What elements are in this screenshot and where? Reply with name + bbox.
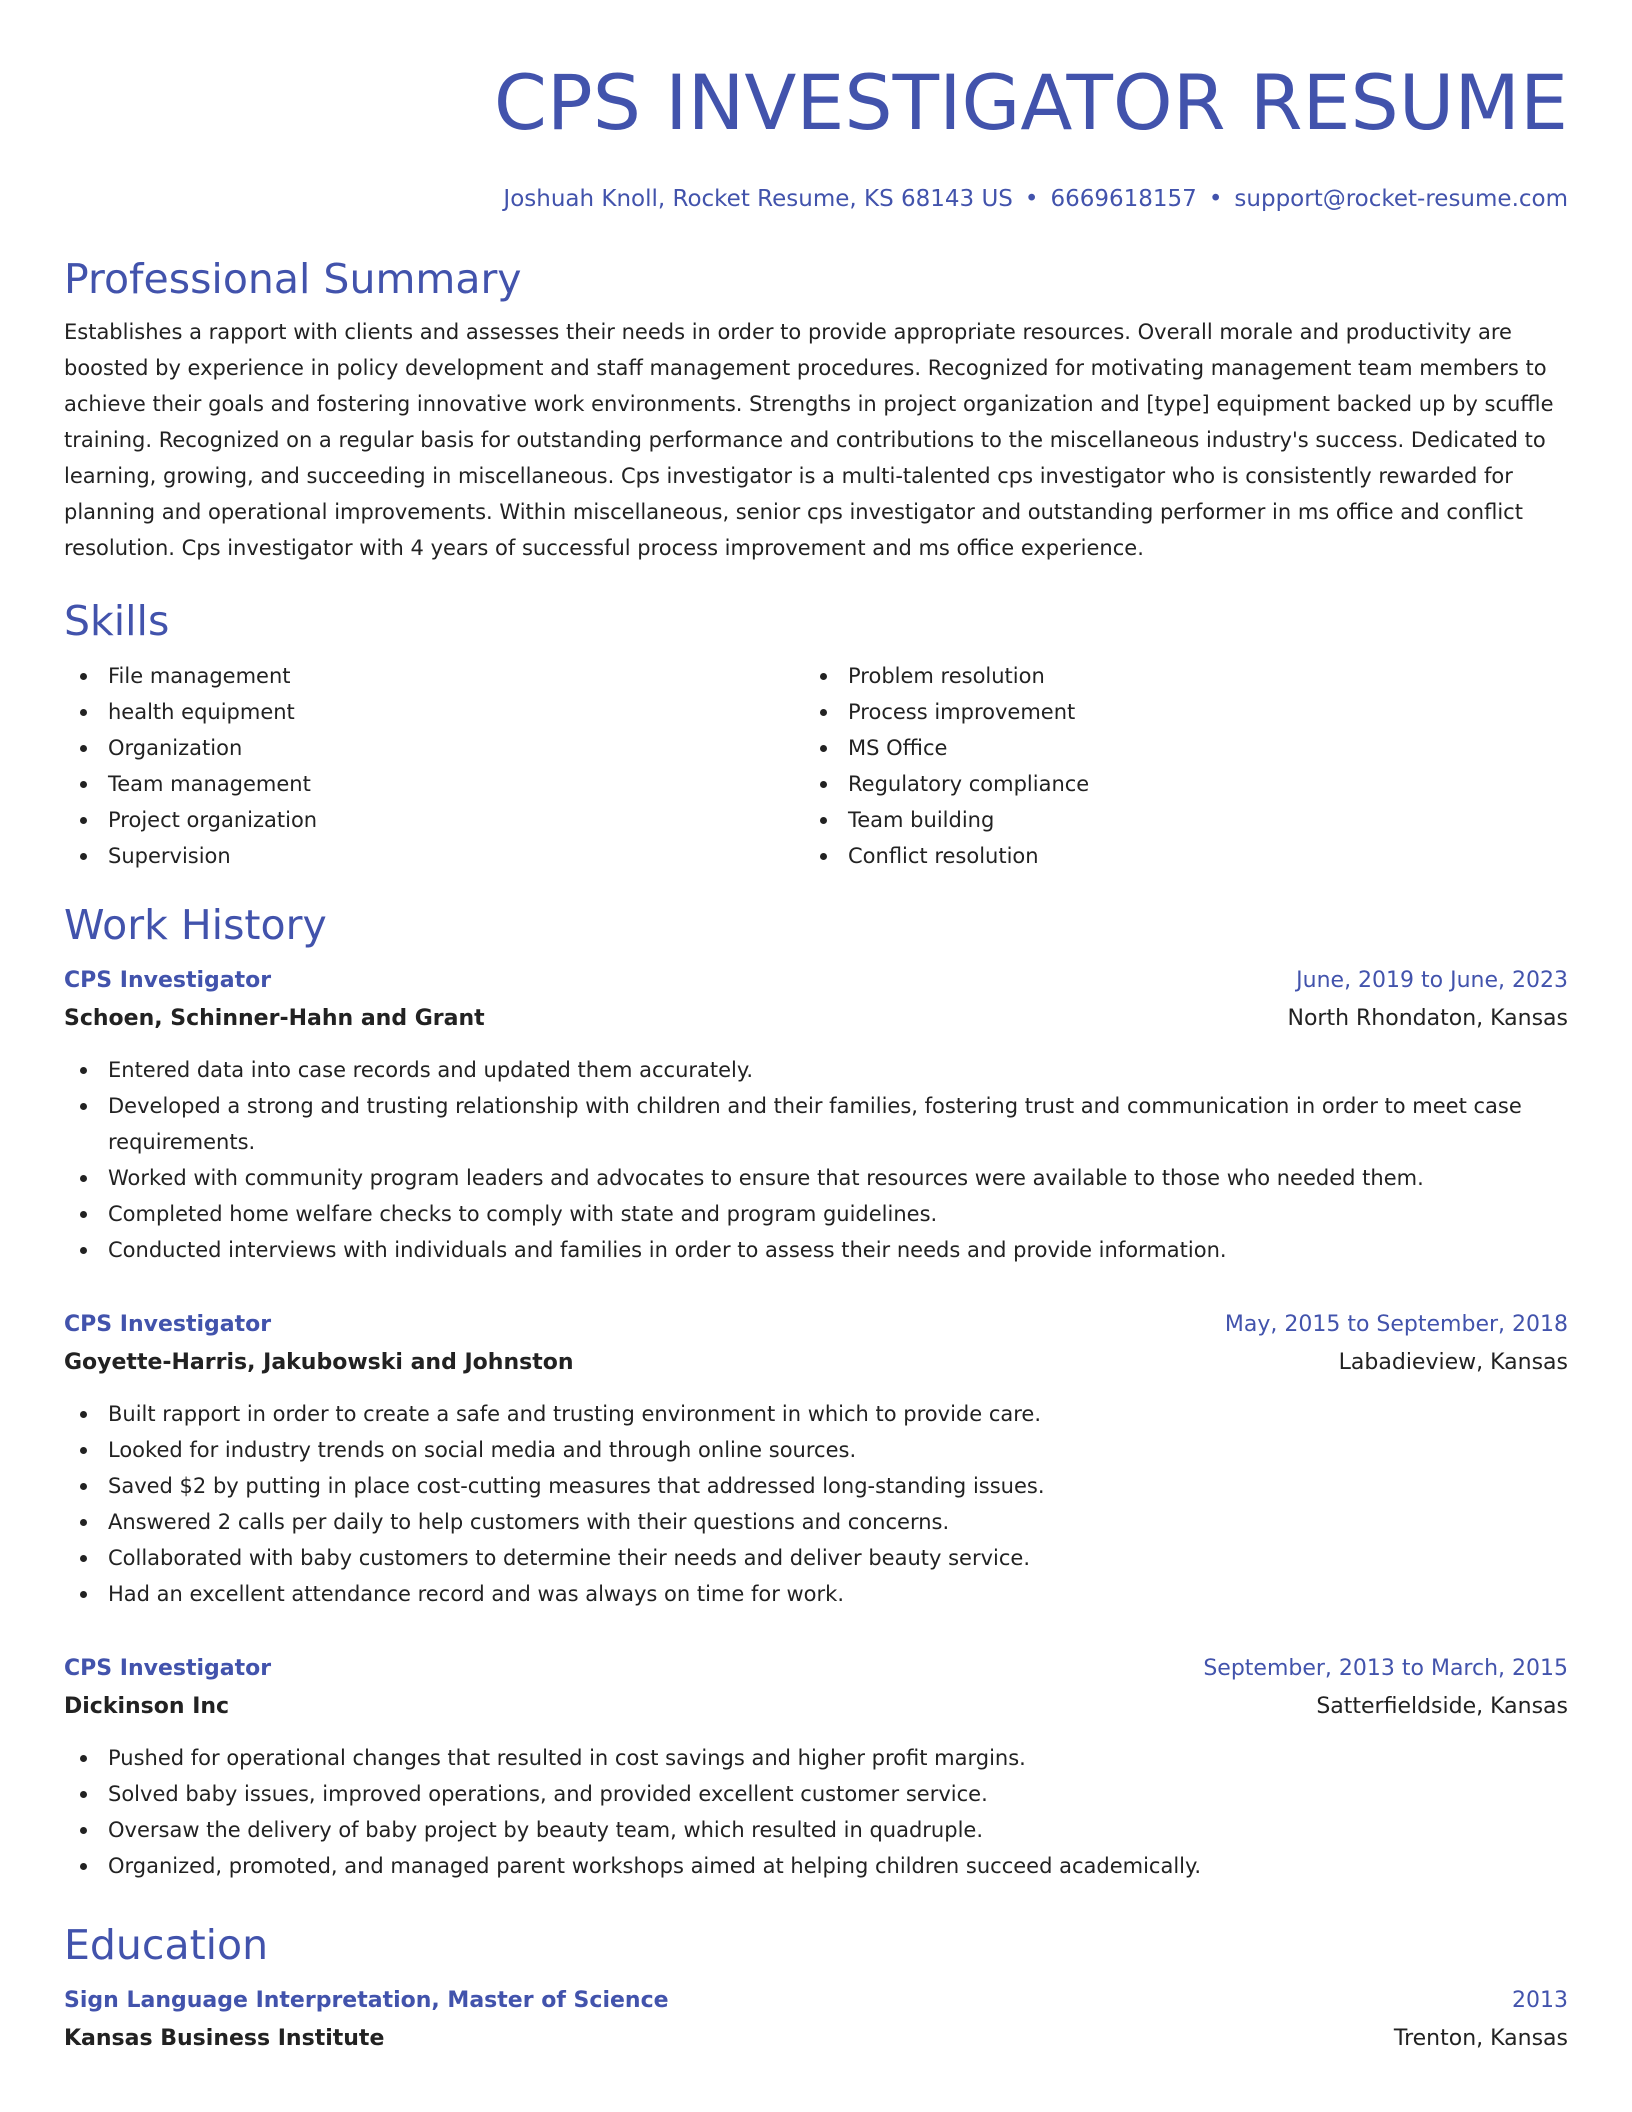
skill-item: MS Office <box>804 730 1568 766</box>
job-duty: Answered 2 calls per daily to help customers with their questions and concerns. <box>64 1504 1568 1540</box>
job-location: Labadieview, Kansas <box>1338 1350 1568 1375</box>
skill-item: Regulatory compliance <box>804 766 1568 802</box>
job-duty: Saved $2 by putting in place cost-cutting measures that addressed long-standing issues. <box>64 1468 1568 1504</box>
job-title: CPS Investigator <box>64 1656 272 1681</box>
skills-column-left <box>64 658 804 874</box>
job-duty: Developed a strong and trusting relationship with children and their families, fostering trust and communication in order to meet case requirements. <box>64 1088 1568 1160</box>
skill-item: Project organization <box>64 802 804 838</box>
skills-column-right <box>804 658 1568 874</box>
job-duty: Conducted interviews with individuals and families in order to assess their needs and provide information. <box>64 1232 1568 1268</box>
job-duties <box>64 1052 1568 1268</box>
job-location: North Rhondaton, Kansas <box>1287 1006 1568 1031</box>
education-degree: Sign Language Interpretation, Master of Science <box>64 1988 669 2013</box>
job-duty: Solved baby issues, improved operations, and provided excellent customer service. <box>64 1776 1568 1812</box>
job-duties <box>64 1740 1568 1884</box>
resume-title: CPS INVESTIGATOR RESUME <box>493 58 1568 147</box>
job-duty: Oversaw the delivery of baby project by beauty team, which resulted in quadruple. <box>64 1812 1568 1848</box>
contact-line <box>64 184 1568 214</box>
job-location: Satterfieldside, Kansas <box>1316 1694 1568 1719</box>
skill-item: Problem resolution <box>804 658 1568 694</box>
skill-item: Team building <box>804 802 1568 838</box>
skill-item: File management <box>64 658 804 694</box>
contact-address: Joshuah Knoll, Rocket Resume, KS 68143 US <box>503 186 1013 212</box>
job-company: Dickinson Inc <box>64 1694 230 1719</box>
skill-item: Organization <box>64 730 804 766</box>
skills-list <box>64 658 1568 874</box>
skill-item: Team management <box>64 766 804 802</box>
job-dates: June, 2019 to June, 2023 <box>1296 968 1568 993</box>
skill-item: health equipment <box>64 694 804 730</box>
job-duties <box>64 1396 1568 1612</box>
contact-separator: • <box>1208 186 1223 212</box>
skills-heading: Skills <box>64 597 170 645</box>
job-duty: Completed home welfare checks to comply with state and program guidelines. <box>64 1196 1568 1232</box>
education-school: Kansas Business Institute <box>64 2026 385 2051</box>
job-duty: Organized, promoted, and managed parent workshops aimed at helping children succeed academically. <box>64 1848 1568 1884</box>
education-entry <box>64 1982 1568 2058</box>
job-title: CPS Investigator <box>64 968 272 993</box>
job-duty: Collaborated with baby customers to determine their needs and deliver beauty service. <box>64 1540 1568 1576</box>
education-year: 2013 <box>1512 1988 1568 2013</box>
job-duty: Built rapport in order to create a safe and trusting environment in which to provide care. <box>64 1396 1568 1432</box>
job-duty: Looked for industry trends on social media and through online sources. <box>64 1432 1568 1468</box>
education-location: Trenton, Kansas <box>1393 2026 1568 2051</box>
job-company: Goyette-Harris, Jakubowski and Johnston <box>64 1350 574 1375</box>
contact-phone: 6669618157 <box>1050 186 1197 212</box>
contact-email[interactable]: support@rocket-resume.com <box>1234 186 1568 212</box>
education-heading: Education <box>64 1921 269 1969</box>
job-company: Schoen, Schinner-Hahn and Grant <box>64 1006 485 1031</box>
summary-text: Establishes a rapport with clients and assesses their needs in order to provide appropriate resources. Overall morale and productivity are boosted by experience in policy development and staff management procedures. Recognized for motivating management team members to achieve their goals and fostering innovative work environments. Strengths in project organization and [type] equipment backed up by scuffle training. Recognized on a regular basis for outstanding performance and contributions to the miscellaneous industry's success. Dedicated to learning, growing, and succeeding in miscellaneous. Cps investigator is a multi-talented cps investigator who is consistently rewarded for planning and operational improvements. Within miscellaneous, senior cps investigator and outstanding performer in ms office and conflict resolution. Cps investigator with 4 years of successful process improvement and ms office experience. <box>64 320 1554 560</box>
job-entry <box>64 1306 1568 1612</box>
job-title: CPS Investigator <box>64 1312 272 1337</box>
summary-heading: Professional Summary <box>64 255 522 303</box>
skill-item: Conflict resolution <box>804 838 1568 874</box>
contact-separator: • <box>1024 186 1039 212</box>
job-duty: Worked with community program leaders and advocates to ensure that resources were available to those who needed them. <box>64 1160 1568 1196</box>
work-history-heading: Work History <box>64 901 327 949</box>
job-entry <box>64 1650 1568 1884</box>
skill-item: Supervision <box>64 838 804 874</box>
skill-item: Process improvement <box>804 694 1568 730</box>
job-dates: September, 2013 to March, 2015 <box>1203 1656 1568 1681</box>
job-dates: May, 2015 to September, 2018 <box>1224 1312 1568 1337</box>
job-duty: Had an excellent attendance record and was always on time for work. <box>64 1576 1568 1612</box>
job-duty: Entered data into case records and updated them accurately. <box>64 1052 1568 1088</box>
job-duty: Pushed for operational changes that resulted in cost savings and higher profit margins. <box>64 1740 1568 1776</box>
job-entry <box>64 962 1568 1268</box>
